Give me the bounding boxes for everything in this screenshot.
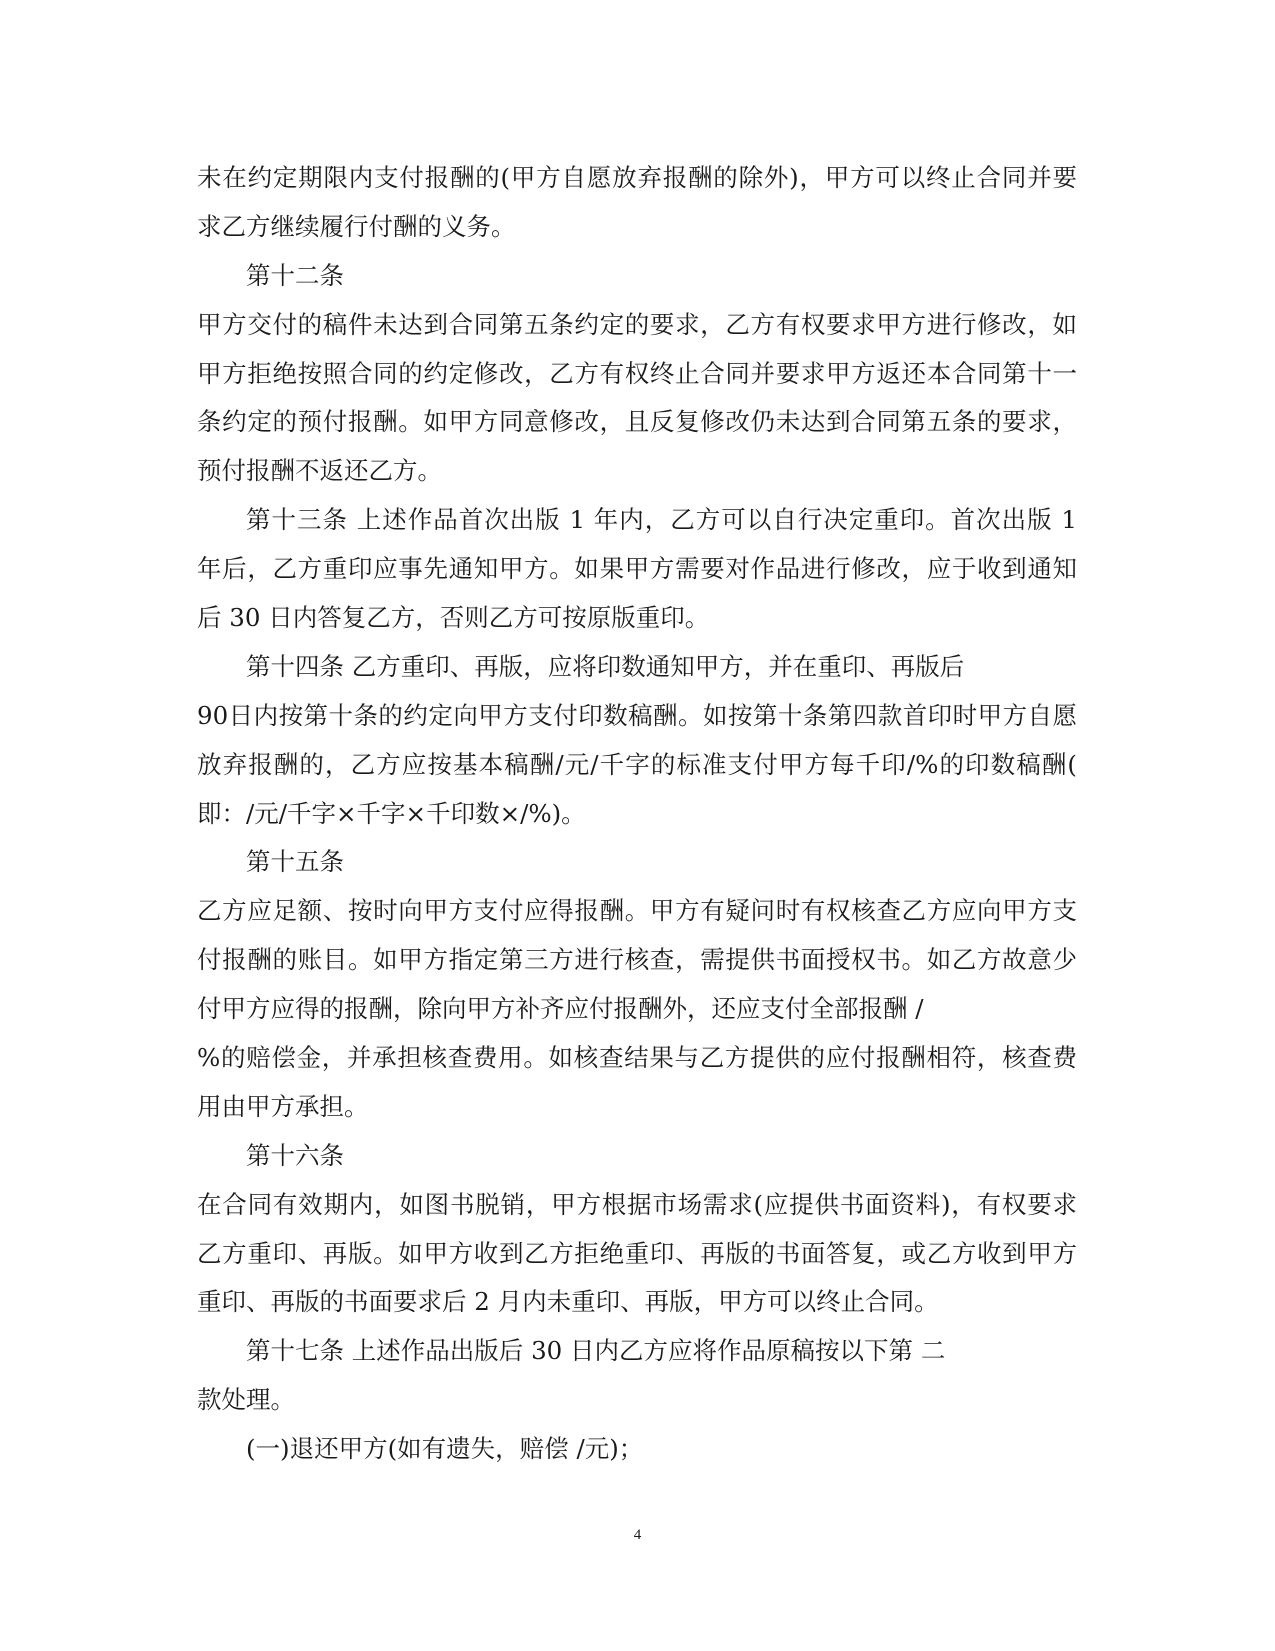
text-line-14: 即：/元/千字×千字×千印数×/%)。 [197, 798, 586, 828]
text-line-18: 付甲方应得的报酬，除向甲方补齐应付报酬外，还应支付全部报酬 / [197, 994, 924, 1024]
article-13-line: 第十三条 上述作品首次出版 1 年内，乙方可以自行决定重印。首次出版 1 [246, 505, 1077, 535]
text-line-9: 年后，乙方重印应事先通知甲方。如果甲方需要对作品进行修改，应于收到通知 [197, 554, 1077, 584]
text-line-13: 放弃报酬的，乙方应按基本稿酬/元/千字的标准支付甲方每千印/%的印数稿酬( [197, 749, 1077, 779]
text-line-17: 付报酬的账目。如甲方指定第三方进行核查，需提供书面授权书。如乙方故意少 [197, 945, 1077, 975]
contract-body [197, 154, 1077, 1474]
text-line-4: 甲方交付的稿件未达到合同第五条约定的要求，乙方有权要求甲方进行修改，如 [197, 309, 1077, 339]
article-16-heading: 第十六条 [246, 1140, 344, 1170]
text-line-10: 后 30 日内答复乙方，否则乙方可按原版重印。 [197, 603, 710, 633]
article-17-line: 第十七条 上述作品出版后 30 日内乙方应将作品原稿按以下第 二 [246, 1336, 946, 1366]
text-line-12: 90日内按第十条的约定向甲方支付印数稿酬。如按第十条第四款首印时甲方自愿 [197, 700, 1077, 730]
text-line-6: 条约定的预付报酬。如甲方同意修改，且反复修改仍未达到合同第五条的要求， [197, 407, 1077, 437]
text-line-5: 甲方拒绝按照合同的约定修改，乙方有权终止合同并要求甲方返还本合同第十一 [197, 358, 1077, 388]
clause-1-line: (一)退还甲方(如有遗失，赔偿 /元)； [246, 1434, 644, 1464]
text-line-2: 求乙方继续履行付酬的义务。 [197, 211, 516, 241]
text-line-22: 在合同有效期内，如图书脱销，甲方根据市场需求(应提供书面资料)，有权要求 [197, 1189, 1077, 1219]
article-14-line: 第十四条 乙方重印、再版，应将印数通知甲方，并在重印、再版后 [246, 651, 965, 681]
text-line-26: 款处理。 [197, 1385, 295, 1415]
text-line-16: 乙方应足额、按时向甲方支付应得报酬。甲方有疑问时有权核查乙方应向甲方支 [197, 896, 1077, 926]
page-number: 4 [633, 1527, 642, 1543]
text-line-20: 用由甲方承担。 [197, 1091, 369, 1121]
text-line-19: %的赔偿金，并承担核查费用。如核查结果与乙方提供的应付报酬相符，核查费 [197, 1043, 1077, 1073]
text-line-7: 预付报酬不返还乙方。 [197, 456, 442, 486]
text-line-23: 乙方重印、再版。如甲方收到乙方拒绝重印、再版的书面答复，或乙方收到甲方 [197, 1238, 1077, 1268]
article-15-heading: 第十五条 [246, 847, 344, 877]
text-line-1: 未在约定期限内支付报酬的(甲方自愿放弃报酬的除外)，甲方可以终止合同并要 [197, 163, 1077, 192]
article-12-heading: 第十二条 [246, 260, 344, 290]
text-line-24: 重印、再版的书面要求后 2 月内未重印、再版，甲方可以终止合同。 [197, 1287, 939, 1317]
